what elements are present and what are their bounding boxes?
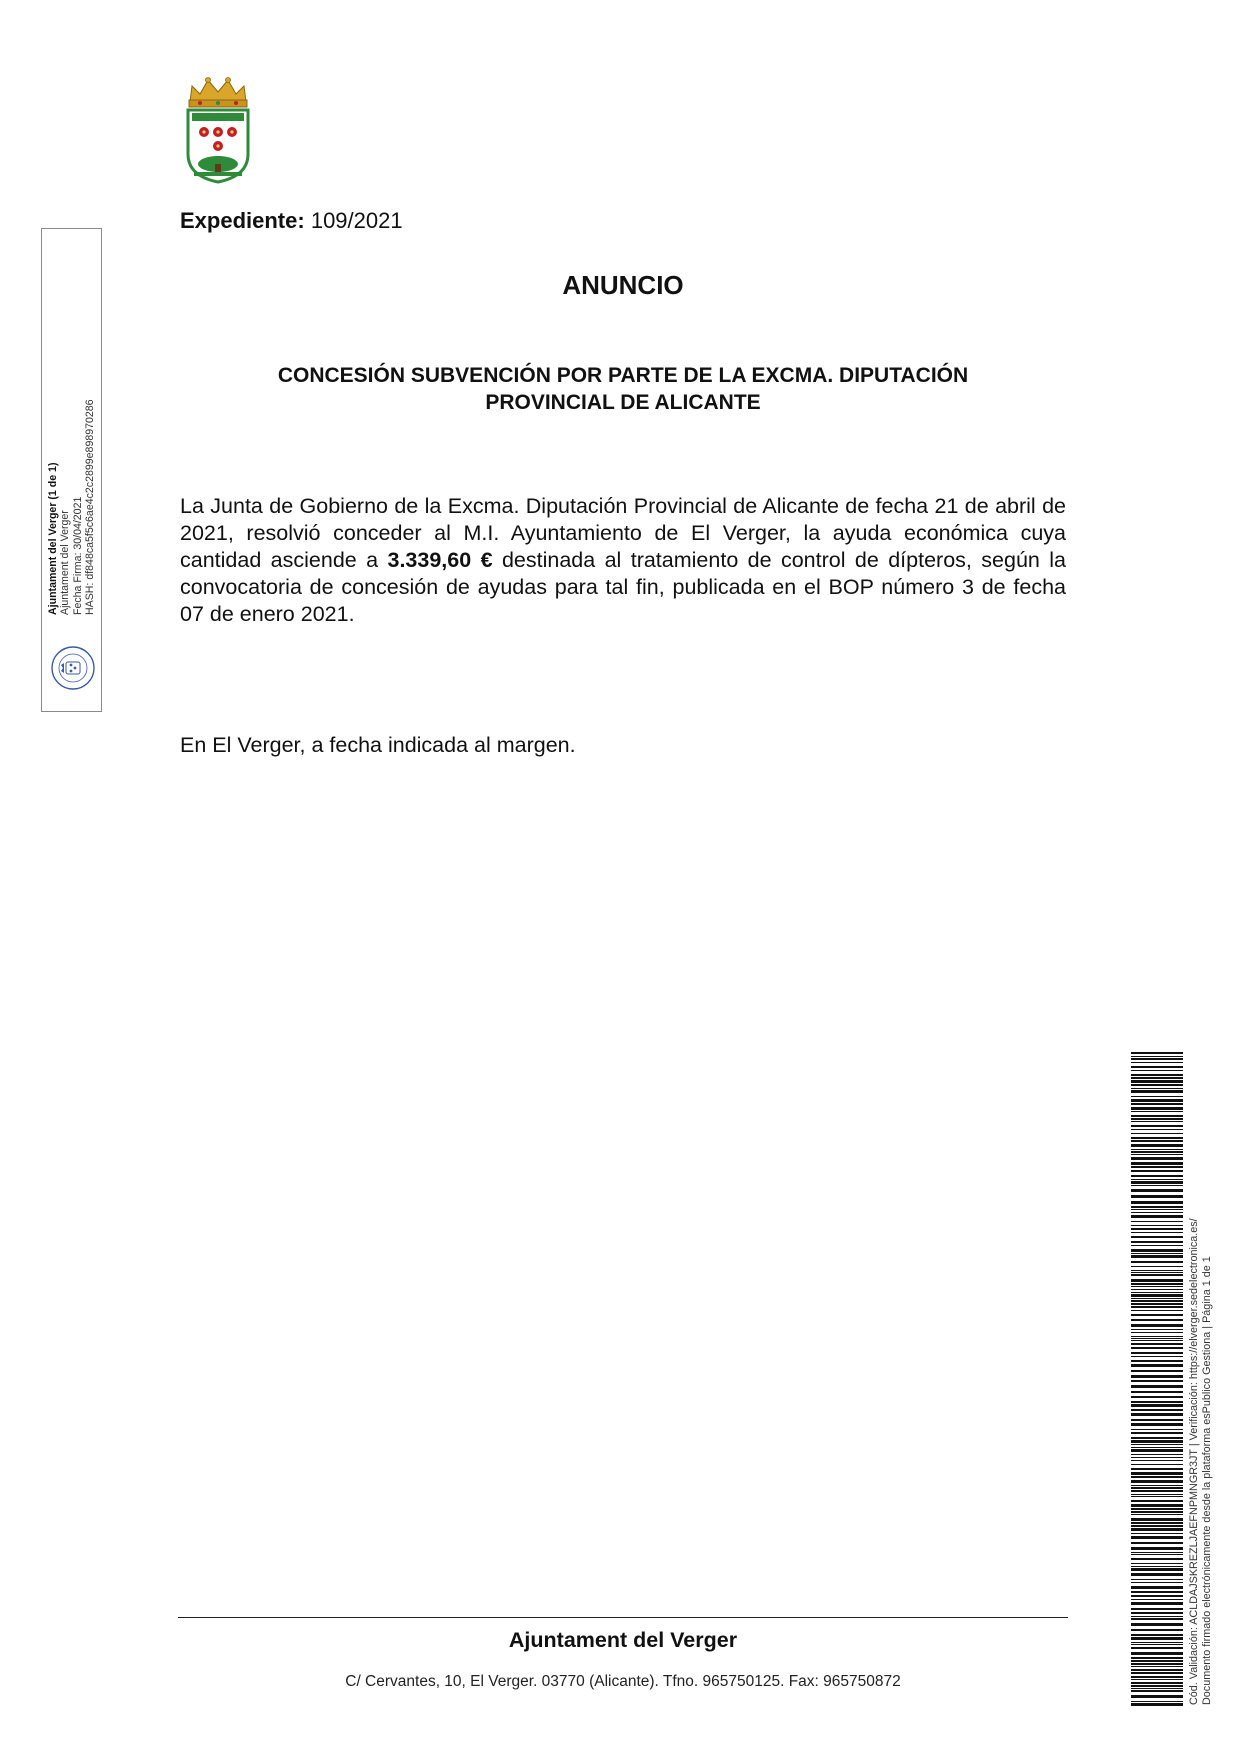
barcode-bar xyxy=(1131,1154,1183,1155)
barcode-bar xyxy=(1131,1107,1183,1110)
body-text-part-1: La Junta de Gobierno de la Excma. Diputación Provincial de Alicante de fecha 21 de abril de 2021, resolvió conceder al M.I. Ayuntamiento de El Verger, la ayuda económica cuya cantidad asciende a xyxy=(180,494,1066,572)
barcode-bar xyxy=(1131,1573,1183,1576)
barcode-bar xyxy=(1131,1440,1183,1443)
barcode-bar xyxy=(1131,1647,1183,1649)
barcode-bar xyxy=(1131,1084,1183,1086)
barcode-bar xyxy=(1131,1066,1183,1068)
barcode-bar xyxy=(1131,1225,1183,1226)
barcode-bar xyxy=(1131,1391,1183,1393)
stamp-line-1: Ajuntament del Verger (1 de 1) xyxy=(47,462,59,615)
barcode-bar xyxy=(1131,1080,1183,1083)
subtitle-line-2: PROVINCIAL DE ALICANTE xyxy=(485,391,761,414)
barcode-bar xyxy=(1131,1682,1183,1684)
barcode-bar xyxy=(1131,1472,1183,1475)
barcode-bar xyxy=(1131,1437,1183,1439)
stamp-line-2: Ajuntament del Verger xyxy=(59,510,72,615)
barcode-bar xyxy=(1131,1528,1183,1531)
barcode-bar xyxy=(1131,1554,1183,1555)
verification-line-1: Cód. Validación: ACLDAJSKREZLJAEFNPMNGR3JT | Verificación: https://elverger.sedelectronica.es/ xyxy=(1188,1218,1200,1705)
barcode-bar xyxy=(1131,1396,1183,1398)
barcode-bar xyxy=(1131,1088,1183,1089)
barcode-bar xyxy=(1131,1494,1183,1495)
barcode-bar xyxy=(1131,1579,1183,1580)
barcode-bar xyxy=(1131,1644,1183,1645)
barcode-bar xyxy=(1131,1419,1183,1421)
barcode-bar xyxy=(1131,1364,1183,1367)
barcode-bar xyxy=(1131,1566,1183,1567)
barcode-bar xyxy=(1131,1286,1183,1287)
barcode-bar xyxy=(1131,1206,1183,1208)
barcode-bar xyxy=(1131,1432,1183,1434)
barcode-bar xyxy=(1131,1685,1183,1687)
barcode-bar xyxy=(1131,1319,1183,1321)
barcode-bar xyxy=(1131,1370,1183,1372)
barcode-bar xyxy=(1131,1595,1183,1597)
barcode-bar xyxy=(1131,1695,1183,1698)
barcode-bar xyxy=(1131,1221,1183,1222)
barcode-bar xyxy=(1131,1125,1183,1127)
expediente-value: 109/2021 xyxy=(310,208,403,233)
barcode-bar xyxy=(1131,1056,1183,1057)
barcode-bar xyxy=(1131,1118,1183,1120)
barcode-bar xyxy=(1131,1669,1183,1671)
barcode-bar xyxy=(1131,1228,1183,1230)
barcode-bar xyxy=(1131,1121,1183,1122)
barcode-bar xyxy=(1131,1272,1183,1273)
barcode-bar xyxy=(1131,1616,1183,1617)
verification-line-2: Documento firmado electrónicamente desde la plataforma esPublico Gestiona | Página 1 de 1 xyxy=(1200,1256,1213,1705)
stamp-line-4: HASH: df848ca5f5c6ae4c2c2899e898970286 xyxy=(83,399,96,615)
barcode-bar xyxy=(1131,1099,1183,1102)
barcode-bar xyxy=(1131,1185,1183,1186)
barcode-bar xyxy=(1131,1637,1183,1640)
barcode-bar xyxy=(1131,1162,1183,1165)
barcode-bar xyxy=(1131,1270,1183,1271)
barcode-bar xyxy=(1131,1266,1183,1267)
barcode-bar xyxy=(1131,1111,1183,1112)
barcode-bar xyxy=(1131,1457,1183,1458)
expediente-line xyxy=(180,208,403,234)
barcode-bar xyxy=(1131,1460,1183,1461)
barcode-bar xyxy=(1131,1504,1183,1507)
barcode-bar xyxy=(1131,1283,1183,1285)
barcode-bar xyxy=(1131,1449,1183,1452)
barcode-bar xyxy=(1131,1522,1183,1524)
barcode-bar xyxy=(1131,1279,1183,1282)
barcode-bar xyxy=(1131,1500,1183,1502)
barcode-bar xyxy=(1131,1404,1183,1407)
barcode-bar xyxy=(1131,1306,1183,1308)
barcode-bar xyxy=(1131,1332,1183,1333)
barcode-bar xyxy=(1131,1623,1183,1626)
barcode-bar xyxy=(1131,1547,1183,1550)
barcode-bar xyxy=(1131,1129,1183,1130)
barcode-bar xyxy=(1131,1444,1183,1445)
barcode-bar xyxy=(1131,1215,1183,1218)
footer-address: C/ Cervantes, 10, El Verger. 03770 (Alicante). Tfno. 965750125. Fax: 965750872 xyxy=(345,1673,901,1690)
barcode-bar xyxy=(1131,1062,1183,1063)
barcode-bar xyxy=(1131,1429,1183,1430)
barcode-bar xyxy=(1131,1582,1183,1583)
barcode-bar xyxy=(1131,1189,1183,1192)
barcode-bar xyxy=(1131,1602,1183,1605)
barcode-bar xyxy=(1131,1149,1183,1150)
barcode-bar xyxy=(1131,1133,1183,1134)
barcode-bar xyxy=(1131,1558,1183,1560)
barcode-bar xyxy=(1131,1657,1183,1659)
barcode-bar xyxy=(1131,1324,1183,1327)
barcode-bar xyxy=(1131,1175,1183,1177)
barcode-bar xyxy=(1131,1151,1183,1153)
barcode-bar xyxy=(1131,1401,1183,1403)
expediente-label: Expediente: xyxy=(180,208,305,233)
barcode-bar xyxy=(1131,1289,1183,1290)
barcode-bar xyxy=(1131,1245,1183,1246)
barcode-bar xyxy=(1131,1360,1183,1362)
barcode-bar xyxy=(1131,1536,1183,1539)
barcode-bar xyxy=(1131,1423,1183,1426)
barcode-bar xyxy=(1131,1676,1183,1678)
barcode-bar xyxy=(1131,1518,1183,1521)
barcode-bar xyxy=(1131,1375,1183,1378)
barcode-bar xyxy=(1131,1261,1183,1263)
barcode-bar xyxy=(1131,1563,1183,1564)
barcode-bar xyxy=(1131,1329,1183,1330)
barcode-bar xyxy=(1131,1701,1183,1702)
barcode-bar xyxy=(1131,1672,1183,1674)
barcode-bar xyxy=(1131,1487,1183,1489)
barcode-bar xyxy=(1131,1476,1183,1478)
barcode-bar xyxy=(1131,1338,1183,1339)
barcode-bar xyxy=(1131,1090,1183,1093)
barcode-bar xyxy=(1131,1660,1183,1662)
barcode-bar xyxy=(1131,1144,1183,1147)
barcode-bar xyxy=(1131,1568,1183,1571)
barcode-bar xyxy=(1131,1552,1183,1553)
barcode-bar xyxy=(1131,1201,1183,1204)
subtitle-line-1: CONCESIÓN SUBVENCIÓN POR PARTE DE LA EXCMA. DIPUTACIÓN xyxy=(277,364,969,387)
barcode-bar xyxy=(1131,1542,1183,1544)
barcode-bar xyxy=(1131,1591,1183,1593)
barcode-bar xyxy=(1131,1413,1183,1416)
barcode-bar xyxy=(1131,1340,1183,1341)
barcode-bar xyxy=(1131,1253,1183,1254)
closing-line: En El Verger, a fecha indicada al margen. xyxy=(180,733,576,757)
barcode-bar xyxy=(1131,1166,1183,1168)
barcode-bar xyxy=(1131,1663,1183,1665)
barcode-bar xyxy=(1131,1096,1183,1097)
barcode-bar xyxy=(1131,1314,1183,1316)
barcode-bar xyxy=(1131,1070,1183,1071)
barcode-bar xyxy=(1131,1232,1183,1233)
barcode-bar xyxy=(1131,1310,1183,1311)
barcode-bar xyxy=(1131,1409,1183,1411)
barcode-bar xyxy=(1131,1303,1183,1305)
barcode-bar xyxy=(1131,1514,1183,1515)
barcode-bar xyxy=(1131,1179,1183,1180)
barcode-bar xyxy=(1131,1103,1183,1105)
stamp-text xyxy=(47,399,96,615)
barcode-bar xyxy=(1131,1586,1183,1589)
barcode-bar xyxy=(1131,1181,1183,1184)
barcode-bar xyxy=(1131,1490,1183,1492)
barcode-bar xyxy=(1131,1485,1183,1486)
barcode-bar xyxy=(1131,1058,1183,1060)
document-subtitle xyxy=(180,362,1066,416)
barcode-bar xyxy=(1131,1679,1183,1680)
barcode-bar xyxy=(1131,1599,1183,1600)
barcode-bar xyxy=(1131,1508,1183,1510)
barcode-bar xyxy=(1131,1074,1183,1076)
barcode-bar xyxy=(1131,1052,1183,1054)
barcode-bar xyxy=(1131,1525,1183,1527)
barcode-bar xyxy=(1131,1385,1183,1388)
barcode-bar xyxy=(1131,1300,1183,1302)
body-paragraph xyxy=(180,493,1066,628)
document-title: ANUNCIO xyxy=(562,270,684,300)
barcode-bar xyxy=(1131,1612,1183,1614)
barcode-bar xyxy=(1131,1170,1183,1172)
barcode-bar xyxy=(1131,1115,1183,1117)
barcode-bar xyxy=(1131,1274,1183,1276)
barcode-bar xyxy=(1131,1447,1183,1448)
barcode-bar xyxy=(1131,1294,1183,1297)
barcode-bar xyxy=(1131,1195,1183,1198)
barcode-bar xyxy=(1131,1236,1183,1238)
barcode-bar xyxy=(1131,1618,1183,1620)
barcode-bar xyxy=(1131,1666,1183,1667)
barcode-bar xyxy=(1131,1652,1183,1655)
barcode-bar xyxy=(1131,1511,1183,1513)
barcode-bar xyxy=(1131,1352,1183,1354)
barcode-bar xyxy=(1131,1480,1183,1483)
barcode-bar xyxy=(1131,1608,1183,1610)
barcode-bar xyxy=(1131,1380,1183,1382)
barcode-bar xyxy=(1131,1634,1183,1636)
barcode-bar xyxy=(1131,1347,1183,1349)
barcode-bar xyxy=(1131,1077,1183,1079)
verification-note xyxy=(1188,1135,1228,1705)
subsidy-amount: 3.339,60 € xyxy=(387,548,493,572)
barcode-bar xyxy=(1131,1690,1183,1692)
barcode-bar xyxy=(1131,1255,1183,1258)
barcode-bar xyxy=(1131,1468,1183,1470)
barcode-bar xyxy=(1131,1137,1183,1139)
barcode-bar xyxy=(1131,1298,1183,1299)
barcode-bar xyxy=(1131,1533,1183,1534)
footer-divider xyxy=(178,1617,1068,1618)
barcode-bar xyxy=(1131,1157,1183,1160)
barcode-bar xyxy=(1131,1140,1183,1142)
signature-stamp xyxy=(41,228,102,712)
crown-icon xyxy=(189,78,247,108)
barcode-bar xyxy=(1131,1464,1183,1465)
barcode-bar xyxy=(1131,1343,1183,1345)
stamp-line-3: Fecha Firma: 30/04/2021 xyxy=(71,496,84,615)
barcode-bar xyxy=(1131,1292,1183,1293)
barcode-bar xyxy=(1131,1688,1183,1689)
barcode-bar xyxy=(1131,1454,1183,1455)
footer-org-name: Ajuntament del Verger xyxy=(508,1628,738,1652)
barcode-bar xyxy=(1131,1703,1183,1706)
barcode-bar xyxy=(1131,1356,1183,1357)
barcode-icon xyxy=(1131,1052,1183,1707)
municipal-crest-icon xyxy=(180,72,256,184)
barcode-bar xyxy=(1131,1241,1183,1243)
barcode-bar xyxy=(1131,1496,1183,1497)
barcode-bar xyxy=(1131,1249,1183,1252)
barcode-bar xyxy=(1131,1629,1183,1631)
ajuntament-seal-icon xyxy=(50,645,96,691)
barcode-bar xyxy=(1131,1212,1183,1213)
barcode-bar xyxy=(1131,1209,1183,1210)
body-text-part-2: destinada al tratamiento de control de dípteros, según la convocatoria de concesión de ayudas para tal fin, publicada en el BOP número 3 de fecha 07 de enero 2021. xyxy=(180,548,1066,626)
barcode-bar xyxy=(1131,1642,1183,1643)
barcode-bar xyxy=(1131,1336,1183,1337)
